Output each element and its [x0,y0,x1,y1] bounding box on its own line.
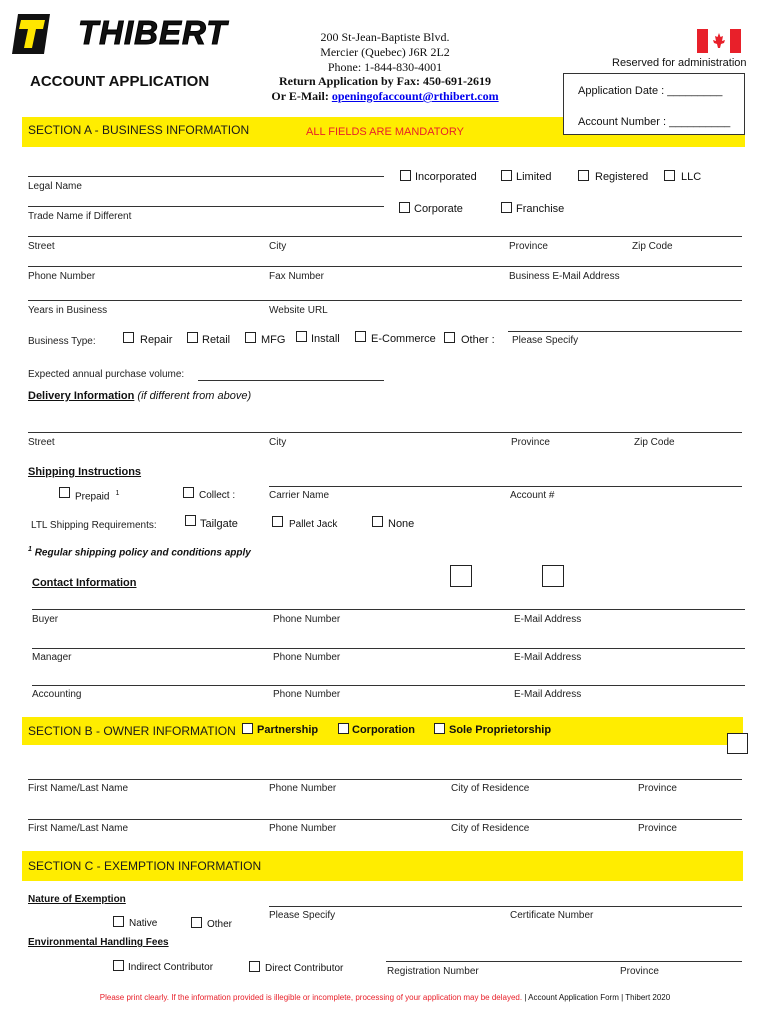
email-prefix: Or E-Mail: [271,89,332,103]
tailgate-label: Tailgate [200,518,238,530]
none-label: None [388,518,415,530]
registered-checkbox[interactable] [578,170,589,181]
province-label: Province [509,241,548,252]
ecommerce-label: E-Commerce [371,333,436,345]
specify-line[interactable] [508,331,742,332]
llc-checkbox[interactable] [664,170,675,181]
zip-label: Zip Code [632,241,673,252]
phone-line: Phone: 1-844-830-4001 [327,60,443,74]
partnership-checkbox[interactable] [242,723,253,734]
sole-proprietorship-checkbox[interactable] [434,723,445,734]
legal-name-label: Legal Name [28,181,82,192]
delivery-title: Delivery Information [28,390,135,402]
phone-line-field[interactable] [28,266,742,267]
incorporated-label: Incorporated [415,171,477,183]
direct-checkbox[interactable] [249,961,260,972]
install-label: Install [311,333,340,345]
address-line-2: Mercier (Quebec) J6R 2L2 [320,45,450,59]
fax-label: Fax Number [269,271,325,282]
contact-title: Contact Information [32,577,137,589]
partnership-label: Partnership [257,724,319,736]
owner-2-province-label: Province [638,823,677,834]
brand-name: THIBERT [78,14,228,51]
corporate-checkbox[interactable] [399,202,410,213]
carrier-label: Carrier Name [269,490,330,501]
legal-name-line[interactable] [28,176,384,177]
owner-2-phone-label: Phone Number [269,823,337,834]
accounting-phone-label: Phone Number [273,689,341,700]
account-number: Account Number : __________ [578,116,731,128]
owner-1-line[interactable] [28,779,742,780]
footer-warning: Please print clearly. If the information provided is illegible or incomplete, processing of your application may be delayed. [99,993,523,1002]
none-checkbox[interactable] [372,516,383,527]
exemption-specify-label: Please Specify [269,910,336,921]
section-b-checkbox[interactable] [727,733,748,754]
address-line-1: 200 St-Jean-Baptiste Blvd. [320,30,450,44]
footnote-number: 1 [28,546,32,553]
repair-checkbox[interactable] [123,332,134,343]
collect-label: Collect : [199,490,236,501]
manager-phone-label: Phone Number [273,652,341,663]
mandatory-notice: ALL FIELDS ARE MANDATORY [306,126,464,138]
section-c-province-label: Province [620,966,659,977]
indirect-checkbox[interactable] [113,960,124,971]
trade-name-label: Trade Name if Different [28,211,132,222]
corporation-checkbox[interactable] [338,723,349,734]
business-type-label: Business Type: [28,336,96,347]
footnote-text: Regular shipping policy and conditions apply [34,547,251,559]
shipping-title: Shipping Instructions [28,466,142,478]
llc-label: LLC [681,171,702,183]
sole-proprietorship-label: Sole Proprietorship [449,724,552,736]
franchise-label: Franchise [516,203,565,215]
delivery-city-label: City [269,437,287,448]
owner-1-name-label: First Name/Last Name [28,783,129,794]
owner-1-province-label: Province [638,783,677,794]
mfg-checkbox[interactable] [245,332,256,343]
manager-label: Manager [32,652,72,663]
please-specify-label: Please Specify [512,335,579,346]
owner-2-name-label: First Name/Last Name [28,823,129,834]
application-date: Application Date : _________ [578,85,723,97]
registration-label: Registration Number [387,966,479,977]
admin-box [563,73,745,135]
canada-flag-icon [697,29,741,53]
owner-1-city-label: City of Residence [451,783,530,794]
pallet-jack-checkbox[interactable] [272,516,283,527]
corporate-label: Corporate [414,203,463,215]
section-a-band-right [563,135,745,147]
account-label: Account # [510,490,555,501]
mfg-label: MFG [261,334,286,346]
contact-checkbox-2[interactable] [542,565,564,587]
delivery-heading [28,390,251,402]
tailgate-checkbox[interactable] [185,515,196,526]
buyer-label: Buyer [32,614,59,625]
install-checkbox[interactable] [296,331,307,342]
native-label: Native [129,918,158,929]
contact-checkbox-1[interactable] [450,565,472,587]
repair-label: Repair [140,334,173,346]
delivery-zip-label: Zip Code [634,437,675,448]
retail-label: Retail [202,334,231,346]
exemption-specify-line[interactable] [269,906,742,907]
owner-2-city-label: City of Residence [451,823,530,834]
years-label: Years in Business [28,305,108,316]
prepaid-superscript: 1 [115,490,120,497]
limited-label: Limited [516,171,552,183]
buyer-phone-label: Phone Number [273,614,341,625]
nature-title: Nature of Exemption [28,894,126,905]
ecommerce-checkbox[interactable] [355,331,366,342]
section-b-title: SECTION B - OWNER INFORMATION [28,724,236,738]
purchase-volume-line[interactable] [198,380,384,381]
incorporated-checkbox[interactable] [400,170,411,181]
accounting-email-label: E-Mail Address [514,689,582,700]
franchise-checkbox[interactable] [501,202,512,213]
delivery-address-line[interactable] [28,432,742,433]
owner-2-line[interactable] [28,819,742,820]
prepaid-checkbox[interactable] [59,487,70,498]
carrier-line[interactable] [269,486,742,487]
city-label: City [269,241,287,252]
prepaid-text: Prepaid [75,491,110,503]
footer-form-id: | Account Application Form | Thibert 2020 [522,993,671,1002]
reserved-label: Reserved for administration [612,57,747,69]
shipping-footnote [28,546,251,558]
section-c-title: SECTION C - EXEMPTION INFORMATION [28,859,262,873]
delivery-street-label: Street [28,437,55,448]
native-checkbox[interactable] [113,916,124,927]
owner-1-phone-label: Phone Number [269,783,337,794]
address-line[interactable] [28,236,742,237]
accounting-label: Accounting [32,689,82,700]
manager-email-label: E-Mail Address [514,652,582,663]
other-label: Other : [461,334,495,346]
env-fees-title: Environmental Handling Fees [28,937,169,948]
pallet-jack-label: Pallet Jack [289,519,338,530]
other-checkbox[interactable] [444,332,455,343]
manager-line[interactable] [32,648,745,649]
ltl-label: LTL Shipping Requirements: [31,520,157,531]
purchase-volume-label: Expected annual purchase volume: [28,369,185,380]
collect-checkbox[interactable] [183,487,194,498]
phone-label: Phone Number [28,271,96,282]
email-line [260,89,510,104]
section-a-title: SECTION A - BUSINESS INFORMATION [28,123,250,137]
email-link[interactable]: openingofaccount@rthibert.com [331,89,499,103]
delivery-province-label: Province [511,437,550,448]
fax-line: Return Application by Fax: 450-691-2619 [278,74,491,88]
registration-line[interactable] [386,961,742,962]
registered-label: Registered [595,171,649,183]
years-line[interactable] [28,300,742,301]
retail-checkbox[interactable] [187,332,198,343]
delivery-subtitle: (if different from above) [137,390,252,402]
direct-label: Direct Contributor [265,963,344,974]
prepaid-label [75,490,119,502]
certificate-label: Certificate Number [510,910,594,921]
street-label: Street [28,241,55,252]
trade-name-line[interactable] [28,206,384,207]
thibert-logo-icon [12,14,50,54]
exemption-other-checkbox[interactable] [191,917,202,928]
buyer-line[interactable] [32,609,745,610]
website-label: Website URL [269,305,328,316]
indirect-label: Indirect Contributor [128,962,214,973]
form-title: ACCOUNT APPLICATION [30,73,210,90]
limited-checkbox[interactable] [501,170,512,181]
exemption-other-label: Other [207,919,233,930]
accounting-line[interactable] [32,685,745,686]
business-email-label: Business E-Mail Address [509,271,620,282]
corporation-label: Corporation [352,724,415,736]
buyer-email-label: E-Mail Address [514,614,582,625]
footer [0,993,770,1002]
